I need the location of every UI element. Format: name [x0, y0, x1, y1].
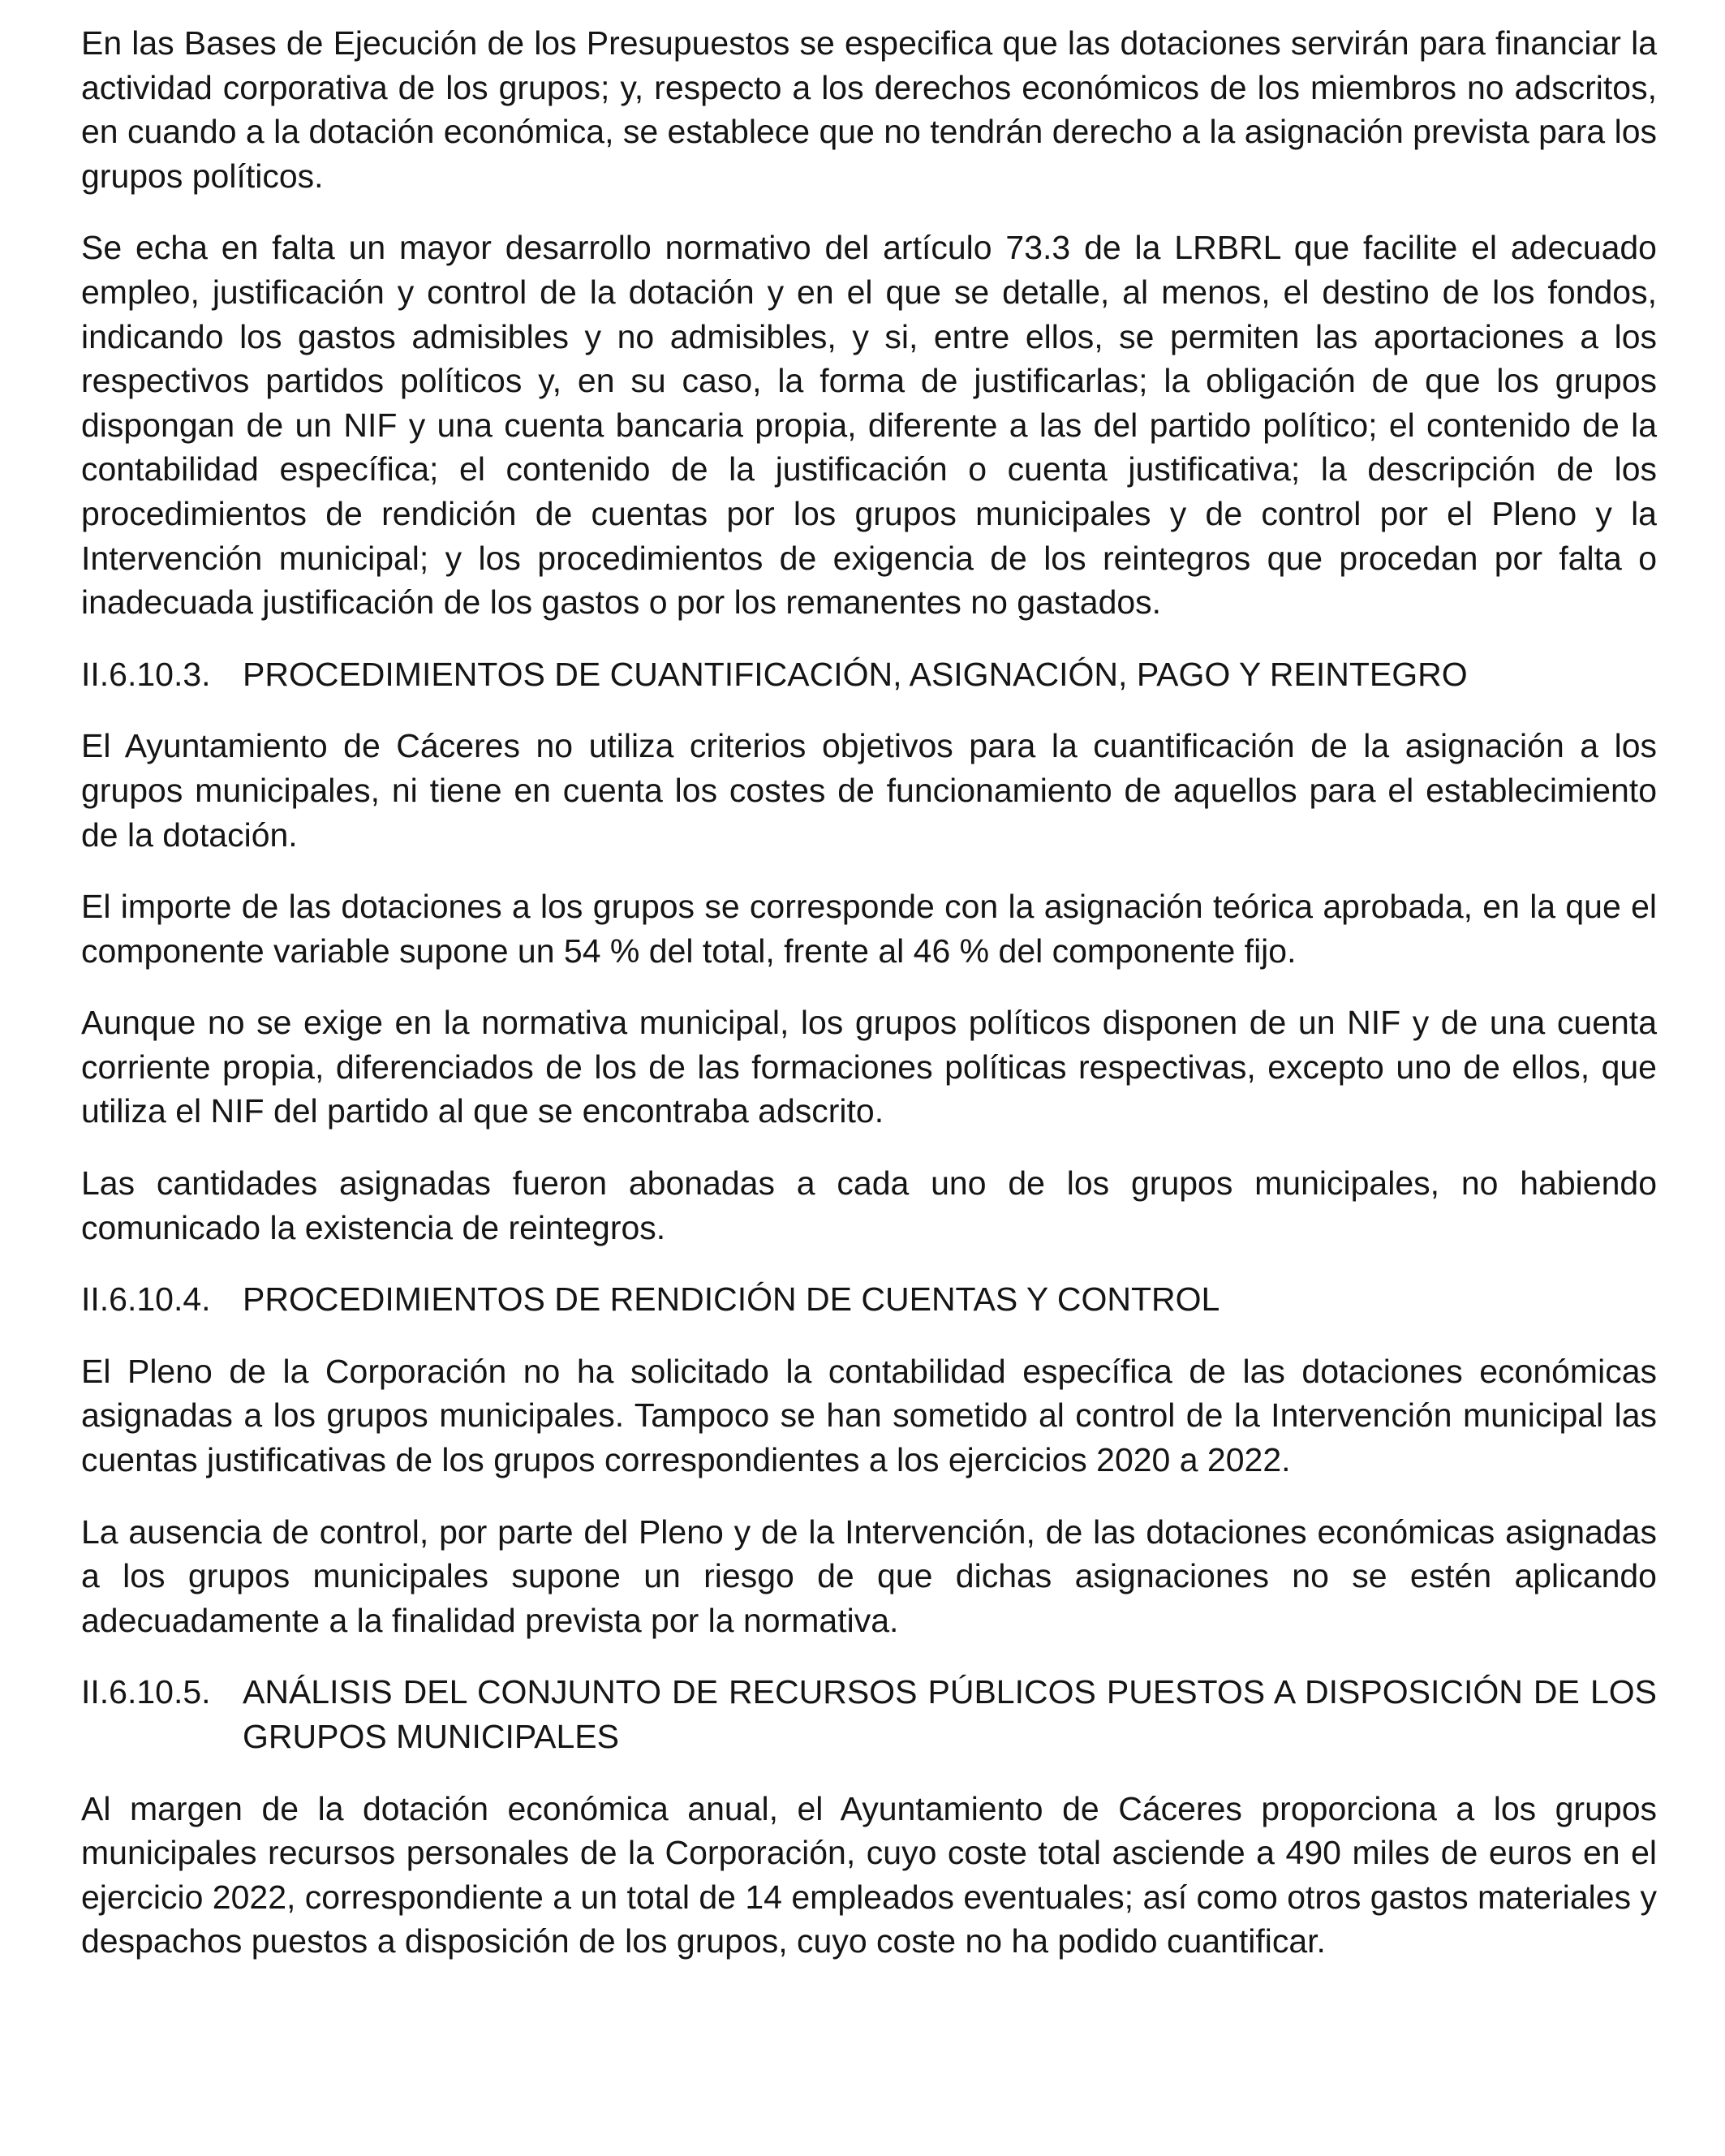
section-title: PROCEDIMIENTOS DE RENDICIÓN DE CUENTAS Y CONTROL: [243, 1280, 1220, 1319]
section-heading-cuantificacion: [81, 652, 1657, 697]
paragraph-criterios-objetivos: El Ayuntamiento de Cáceres no utiliza criterios objetivos para la cuantificación de la asignación a los grupos municipales, ni tiene en cuenta los costes de funcionamiento de aquellos para el establecimiento de la dotación.: [81, 727, 1657, 854]
section-title: PROCEDIMIENTOS DE CUANTIFICACIÓN, ASIGNACIÓN, PAGO Y REINTEGRO: [243, 655, 1468, 693]
paragraph-desarrollo-normativo: Se echa en falta un mayor desarrollo normativo del artículo 73.3 de la LRBRL que facilite el adecuado empleo, justificación y control de la dotación y en el que se detalle, al menos, el destino de los fondos, indicando los gastos admisibles y no admisibles, y si, entre ellos, se permiten las aportaciones a los respectivos partidos políticos y, en su caso, la forma de justificarlas; la obligación de que los grupos dispongan de un NIF y una cuenta bancaria propia, diferente a las del partido político; el contenido de la contabilidad específica; el contenido de la justificación o cuenta justificativa; la descripción de los procedimientos de rendición de cuentas por los grupos municipales y de control por el Pleno y la Intervención municipal; y los procedimientos de exigencia de los reintegros que procedan por falta o inadecuada justificación de los gastos o por los remanentes no gastados.: [81, 229, 1657, 622]
section-heading-recursos-publicos: [81, 1670, 1657, 1758]
paragraph-nif-cuenta: Aunque no se exige en la normativa municipal, los grupos políticos disponen de un NIF y de una cuenta corriente propia, diferenciados de los de las formaciones políticas respectivas, excepto uno de ellos, que utiliza el NIF del partido al que se encontraba adscrito.: [81, 1004, 1657, 1130]
paragraph-bases-ejecucion: En las Bases de Ejecución de los Presupuestos se especifica que las dotaciones servirán para financiar la actividad corporativa de los grupos; y, respecto a los derechos económicos de los miembros no adscritos, en cuando a la dotación económica, se establece que no tendrán derecho a la asignación prevista para los grupos políticos.: [81, 24, 1657, 195]
paragraph-recursos-personales: Al margen de la dotación económica anual, el Ayuntamiento de Cáceres proporciona a los grupos municipales recursos personales de la Corporación, cuyo coste total asciende a 490 miles de euros en el ejercicio 2022, correspondiente a un total de 14 empleados eventuales; así como otros gastos materiales y despachos puestos a disposición de los grupos, cuyo coste no ha podido cuantificar.: [81, 1789, 1657, 1960]
document-page: [81, 21, 1657, 1991]
paragraph-cantidades-asignadas: Las cantidades asignadas fueron abonadas a cada uno de los grupos municipales, no habiendo comunicado la existencia de reintegros.: [81, 1164, 1657, 1246]
section-number: II.6.10.5.: [81, 1673, 211, 1711]
paragraph-importe-dotaciones: El importe de las dotaciones a los grupos se corresponde con la asignación teórica aprobada, en la que el componente variable supone un 54 % del total, frente al 46 % del componente fijo.: [81, 888, 1657, 970]
section-heading-rendicion: [81, 1277, 1657, 1322]
section-number: II.6.10.4.: [81, 1280, 211, 1319]
paragraph-ausencia-control: La ausencia de control, por parte del Pleno y de la Intervención, de las dotaciones económicas asignadas a los grupos municipales supone un riesgo de que dichas asignaciones no se estén aplicando adecuadamente a la finalidad prevista por la normativa.: [81, 1513, 1657, 1639]
paragraph-pleno-contabilidad: El Pleno de la Corporación no ha solicitado la contabilidad específica de las dotaciones económicas asignadas a los grupos municipales. Tampoco se han sometido al control de la Intervención municipal las cuentas justificativas de los grupos correspondientes a los ejercicios 2020 a 2022.: [81, 1352, 1657, 1479]
section-number: II.6.10.3.: [81, 655, 211, 693]
section-title: ANÁLISIS DEL CONJUNTO DE RECURSOS PÚBLICOS PUESTOS A DISPOSICIÓN DE LOS GRUPOS MUNICIPALES: [243, 1673, 1657, 1755]
